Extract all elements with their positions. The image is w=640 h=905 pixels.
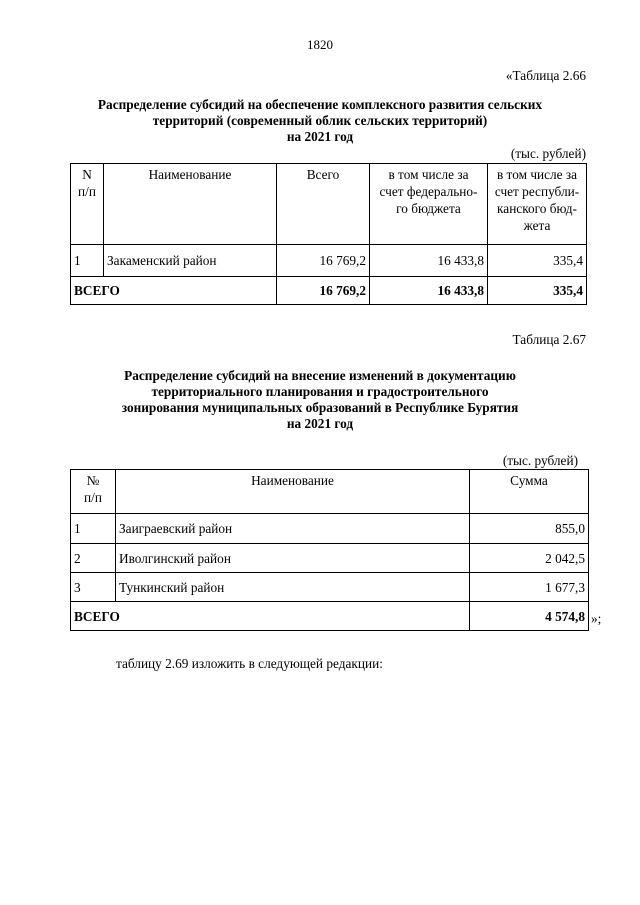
cell-name: Тункинский район <box>116 573 470 602</box>
total-label: ВСЕГО <box>71 277 277 305</box>
table2-title <box>0 368 640 432</box>
table1-title-line: Распределение субсидий на обеспечение комплексного развития сельских <box>97 97 543 112</box>
table2-header-sum: Сумма <box>470 470 589 514</box>
page-number: 1820 <box>307 37 333 52</box>
table-row <box>71 573 589 602</box>
table1-header-name: Наименование <box>104 164 277 245</box>
cell-sum: 1 677,3 <box>470 573 589 602</box>
table-row <box>71 245 587 277</box>
cell-num: 1 <box>71 514 116 544</box>
table2-total-row <box>71 602 589 631</box>
table2-header-name: Наименование <box>116 470 470 514</box>
cell-sum: 855,0 <box>470 514 589 544</box>
table1-title-line: территорий (современный облик сельских территорий) <box>152 113 488 128</box>
table-row <box>71 514 589 544</box>
table1-header-num: N п/п <box>71 164 104 245</box>
closing-quote: »; <box>591 611 602 626</box>
cell-name: Иволгинский район <box>116 544 470 573</box>
cell-name: Заиграевский район <box>116 514 470 544</box>
cell-num: 2 <box>71 544 116 573</box>
table2-title-line: Распределение субсидий на внесение изменений в документацию <box>124 368 516 383</box>
table2-title-line: на 2021 год <box>286 416 354 431</box>
cell-num: 3 <box>71 573 116 602</box>
table1-label: «Таблица 2.66 <box>505 68 586 83</box>
cell-name: Закаменский район <box>104 245 277 277</box>
table1-header-federal: в том числе за счет федерально- го бюджета <box>370 164 488 245</box>
table1-title <box>0 97 640 145</box>
cell-num: 1 <box>71 245 104 277</box>
cell-sum: 2 042,5 <box>470 544 589 573</box>
total-label: ВСЕГО <box>71 602 470 631</box>
cell-republic: 335,4 <box>488 245 587 277</box>
table2-title-line: зонирования муниципальных образований в Республике Бурятия <box>121 400 519 415</box>
table1 <box>70 163 587 305</box>
table2-label: Таблица 2.67 <box>512 332 586 347</box>
total-total: 16 769,2 <box>277 277 370 305</box>
table2-header-num: № п/п <box>71 470 116 514</box>
cell-federal: 16 433,8 <box>370 245 488 277</box>
cell-total: 16 769,2 <box>277 245 370 277</box>
table1-header-row <box>71 164 587 245</box>
table1-total-row <box>71 277 587 305</box>
table2-title-line: территориального планирования и градостроительного <box>151 384 489 399</box>
closing-text: таблицу 2.69 изложить в следующей редакции: <box>116 656 383 671</box>
table-row <box>71 544 589 573</box>
table1-title-line: на 2021 год <box>286 129 354 144</box>
total-sum: 4 574,8 <box>470 602 589 631</box>
table2-header-row <box>71 470 589 514</box>
table2-units: (тыс. рублей) <box>502 453 578 468</box>
table1-units: (тыс. рублей) <box>510 146 586 161</box>
table2 <box>70 469 589 631</box>
table1-header-total: Всего <box>277 164 370 245</box>
total-federal: 16 433,8 <box>370 277 488 305</box>
table1-header-republic: в том числе за счет республи- канского бюд- жета <box>488 164 587 245</box>
total-republic: 335,4 <box>488 277 587 305</box>
